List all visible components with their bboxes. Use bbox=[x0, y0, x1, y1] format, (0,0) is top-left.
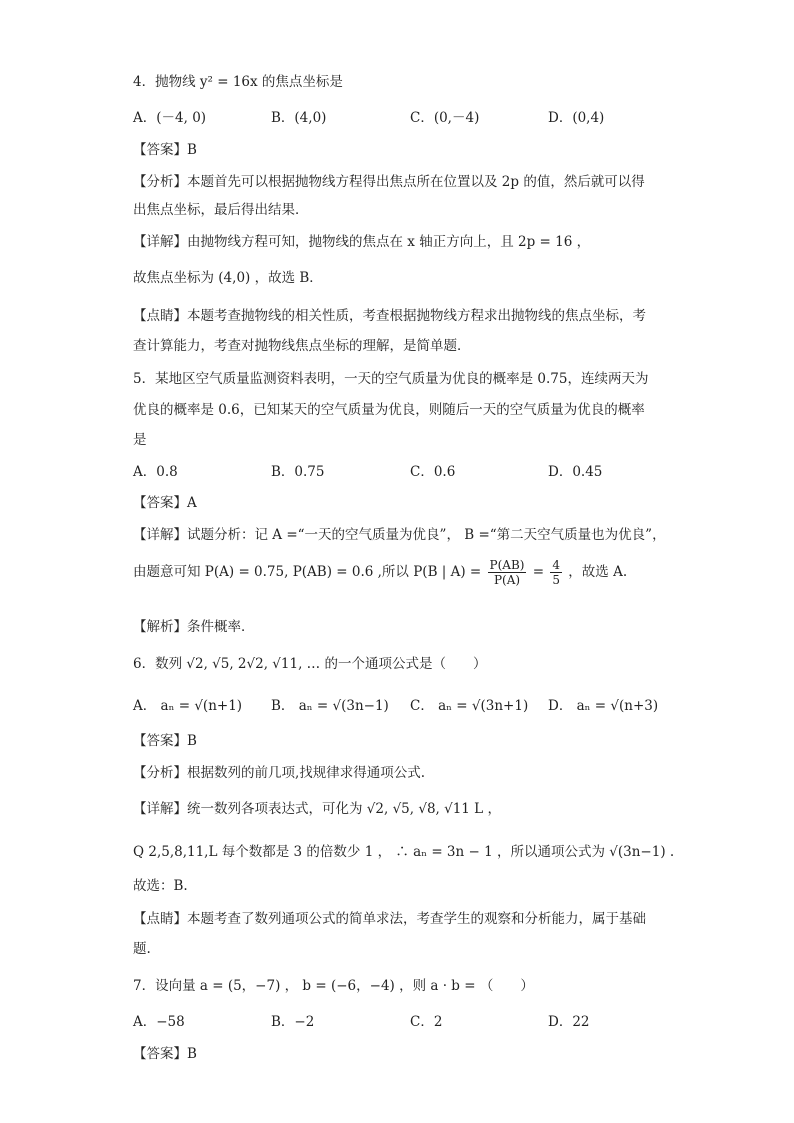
q4-answer: 【答案】B bbox=[133, 142, 197, 158]
q7-option-a: A．−58 bbox=[133, 1014, 185, 1030]
q5-explain: 【解析】条件概率． bbox=[133, 619, 255, 635]
q5-detail-line-2 bbox=[133, 556, 627, 588]
q6-option-a: A． aₙ = √(n+1) bbox=[133, 698, 243, 714]
q4-option-a: A．(－4, 0) bbox=[133, 110, 207, 126]
fraction-denominator: 5 bbox=[552, 573, 560, 587]
q5-detail-line-1: 【详解】试题分析：记 A =“一天的空气质量为优良”， B =“第二天空气质量也为优良”， bbox=[133, 527, 666, 543]
q6-stem: 6．数列 √2, √5, 2√2, √11, … 的一个通项公式是（ ） bbox=[133, 656, 487, 672]
q7-option-d: D．22 bbox=[548, 1014, 590, 1030]
q4-option-b: B．(4,0) bbox=[271, 110, 327, 126]
q6-options bbox=[133, 696, 693, 716]
q4-comment-line-1: 【点睛】本题考查抛物线的相关性质，考查根据抛物线方程求出抛物线的焦点坐标，考 bbox=[133, 308, 646, 324]
q4-detail-line-1: 【详解】由抛物线方程可知，抛物线的焦点在 x 轴正方向上，且 2p = 16 ， bbox=[133, 234, 591, 250]
q5-option-a: A．0.8 bbox=[133, 464, 178, 480]
q5-stem-line-1: 5．某地区空气质量监测资料表明，一天的空气质量为优良的概率是 0.75，连续两天为 bbox=[133, 371, 649, 387]
q5-option-b: B．0.75 bbox=[271, 464, 325, 480]
q5-stem-line-2: 优良的概率是 0.6，已知某天的空气质量为优良，则随后一天的空气质量为优良的概率 bbox=[133, 402, 645, 418]
fraction-denominator: P(A) bbox=[493, 573, 521, 587]
q6-option-c: C． aₙ = √(3n+1) bbox=[410, 698, 529, 714]
q4-analysis-line-2: 出焦点坐标，最后得出结果． bbox=[133, 202, 309, 218]
q5-stem-line-3: 是 bbox=[133, 432, 147, 448]
q4-stem: 4．抛物线 y² = 16x 的焦点坐标是 bbox=[133, 74, 343, 90]
q5-options bbox=[133, 462, 693, 482]
q6-detail-line-3: 故选：B. bbox=[133, 878, 188, 894]
fraction-numerator: P(AB) bbox=[489, 558, 525, 572]
q4-option-d: D．(0,4) bbox=[548, 110, 605, 126]
q7-options bbox=[133, 1012, 693, 1032]
q4-option-c: C．(0,－4) bbox=[410, 110, 480, 126]
q4-analysis-line-1: 【分析】本题首先可以根据抛物线方程得出焦点所在位置以及 2p 的值，然后就可以得 bbox=[133, 174, 645, 190]
q4-detail-line-2: 故焦点坐标为 (4,0) ，故选 B． bbox=[133, 270, 323, 286]
q4-comment-line-2: 查计算能力，考查对抛物线焦点坐标的理解，是简单题． bbox=[133, 338, 471, 354]
q5-option-d: D．0.45 bbox=[548, 464, 603, 480]
result-fraction bbox=[550, 558, 562, 587]
conditional-probability-fraction bbox=[488, 558, 527, 587]
q5-option-c: C．0.6 bbox=[410, 464, 456, 480]
fraction-numerator: 4 bbox=[552, 558, 560, 572]
q6-detail-line-1: 【详解】统一数列各项表达式，可化为 √2, √5, √8, √11 L ， bbox=[133, 801, 501, 817]
q6-option-d: D． aₙ = √(n+3) bbox=[548, 698, 659, 714]
q7-option-c: C．2 bbox=[410, 1014, 443, 1030]
q6-option-b: B． aₙ = √(3n−1) bbox=[271, 698, 389, 714]
q7-answer: 【答案】B bbox=[133, 1046, 197, 1062]
q6-analysis: 【分析】根据数列的前几项,找规律求得通项公式. bbox=[133, 765, 426, 781]
q7-stem: 7．设向量 a = (5，−7) ， b = (−6，−4) ，则 a · b = （ ） bbox=[133, 978, 534, 994]
q6-comment-line-1: 【点睛】本题考查了数列通项公式的简单求法，考查学生的观察和分析能力，属于基础 bbox=[133, 911, 646, 927]
q5-detail-text-pre: 由题意可知 P(A) = 0.75, P(AB) = 0.6 ,所以 P(B | A) = bbox=[133, 564, 486, 580]
q5-answer: 【答案】A bbox=[133, 495, 197, 511]
q6-comment-line-2: 题. bbox=[133, 941, 151, 957]
q6-detail-line-2: Q 2,5,8,11,L 每个数都是 3 的倍数少 1 ， ∴ aₙ = 3n − 1 ，所以通项公式为 √(3n−1) . bbox=[133, 844, 675, 860]
q5-detail-text-post: ，故选 A. bbox=[568, 564, 628, 580]
q6-answer: 【答案】B bbox=[133, 733, 197, 749]
q7-option-b: B．−2 bbox=[271, 1014, 315, 1030]
q4-options bbox=[133, 108, 693, 128]
equals-sign: = bbox=[532, 564, 549, 580]
